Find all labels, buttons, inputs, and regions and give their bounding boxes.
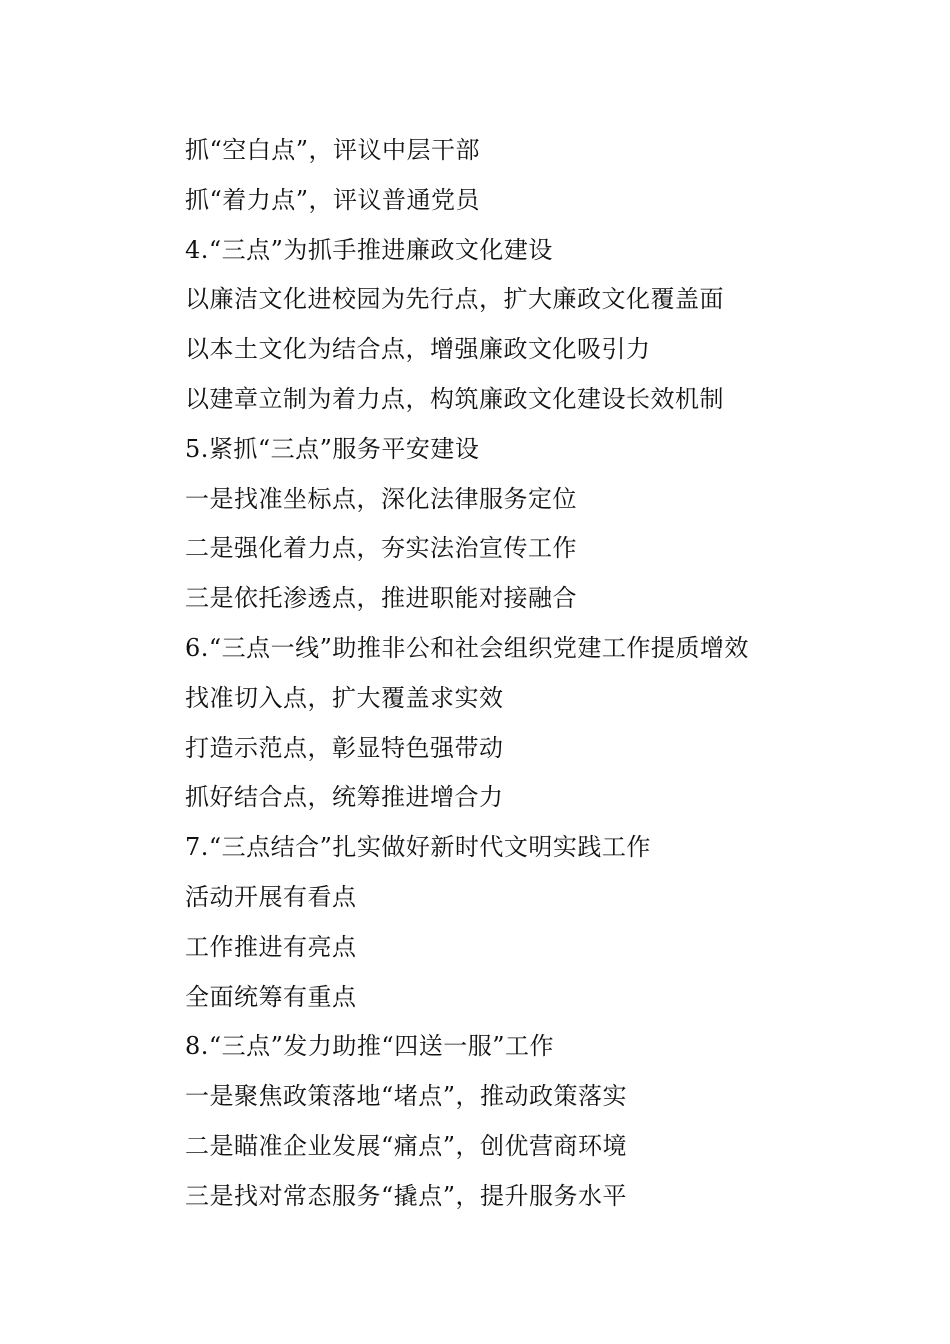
text-line: 抓“空白点”，评议中层干部 xyxy=(185,136,481,164)
section-heading: 4.“三点”为抓手推进廉政文化建设 xyxy=(185,235,553,264)
text-line: 全面统筹有重点 xyxy=(185,982,357,1011)
text-line: 一是聚焦政策落地“堵点”，推动政策落实 xyxy=(185,1082,628,1111)
text-line: 工作推进有亮点 xyxy=(185,932,357,961)
section-heading: 7.“三点结合”扎实做好新时代文明实践工作 xyxy=(185,833,651,862)
text-line: 找准切入点，扩大覆盖求实效 xyxy=(185,683,504,712)
section-heading: 5.紧抓“三点”服务平安建设 xyxy=(185,434,480,463)
text-line: 以廉洁文化进校园为先行点，扩大廉政文化覆盖面 xyxy=(185,285,724,314)
text-line: 以建章立制为着力点，构筑廉政文化建设长效机制 xyxy=(185,384,724,413)
text-line: 一是找准坐标点，深化法律服务定位 xyxy=(185,484,577,513)
text-line: 活动开展有看点 xyxy=(185,882,357,911)
text-line: 三是找对常态服务“撬点”，提升服务水平 xyxy=(185,1181,628,1210)
document-body xyxy=(185,126,885,1222)
section-heading: 8.“三点”发力助推“四送一服”工作 xyxy=(185,1032,554,1061)
text-line: 打造示范点，彰显特色强带动 xyxy=(185,733,504,762)
text-line: 二是瞄准企业发展“痛点”，创优营商环境 xyxy=(185,1131,628,1160)
text-line: 抓好结合点，统筹推进增合力 xyxy=(185,783,504,812)
text-line: 以本土文化为结合点，增强廉政文化吸引力 xyxy=(185,335,651,364)
text-line: 抓“着力点”，评议普通党员 xyxy=(185,185,481,214)
text-line: 二是强化着力点，夯实法治宣传工作 xyxy=(185,534,577,563)
text-line: 三是依托渗透点，推进职能对接融合 xyxy=(185,584,577,613)
section-heading: 6.“三点一线”助推非公和社会组织党建工作提质增效 xyxy=(185,633,749,662)
